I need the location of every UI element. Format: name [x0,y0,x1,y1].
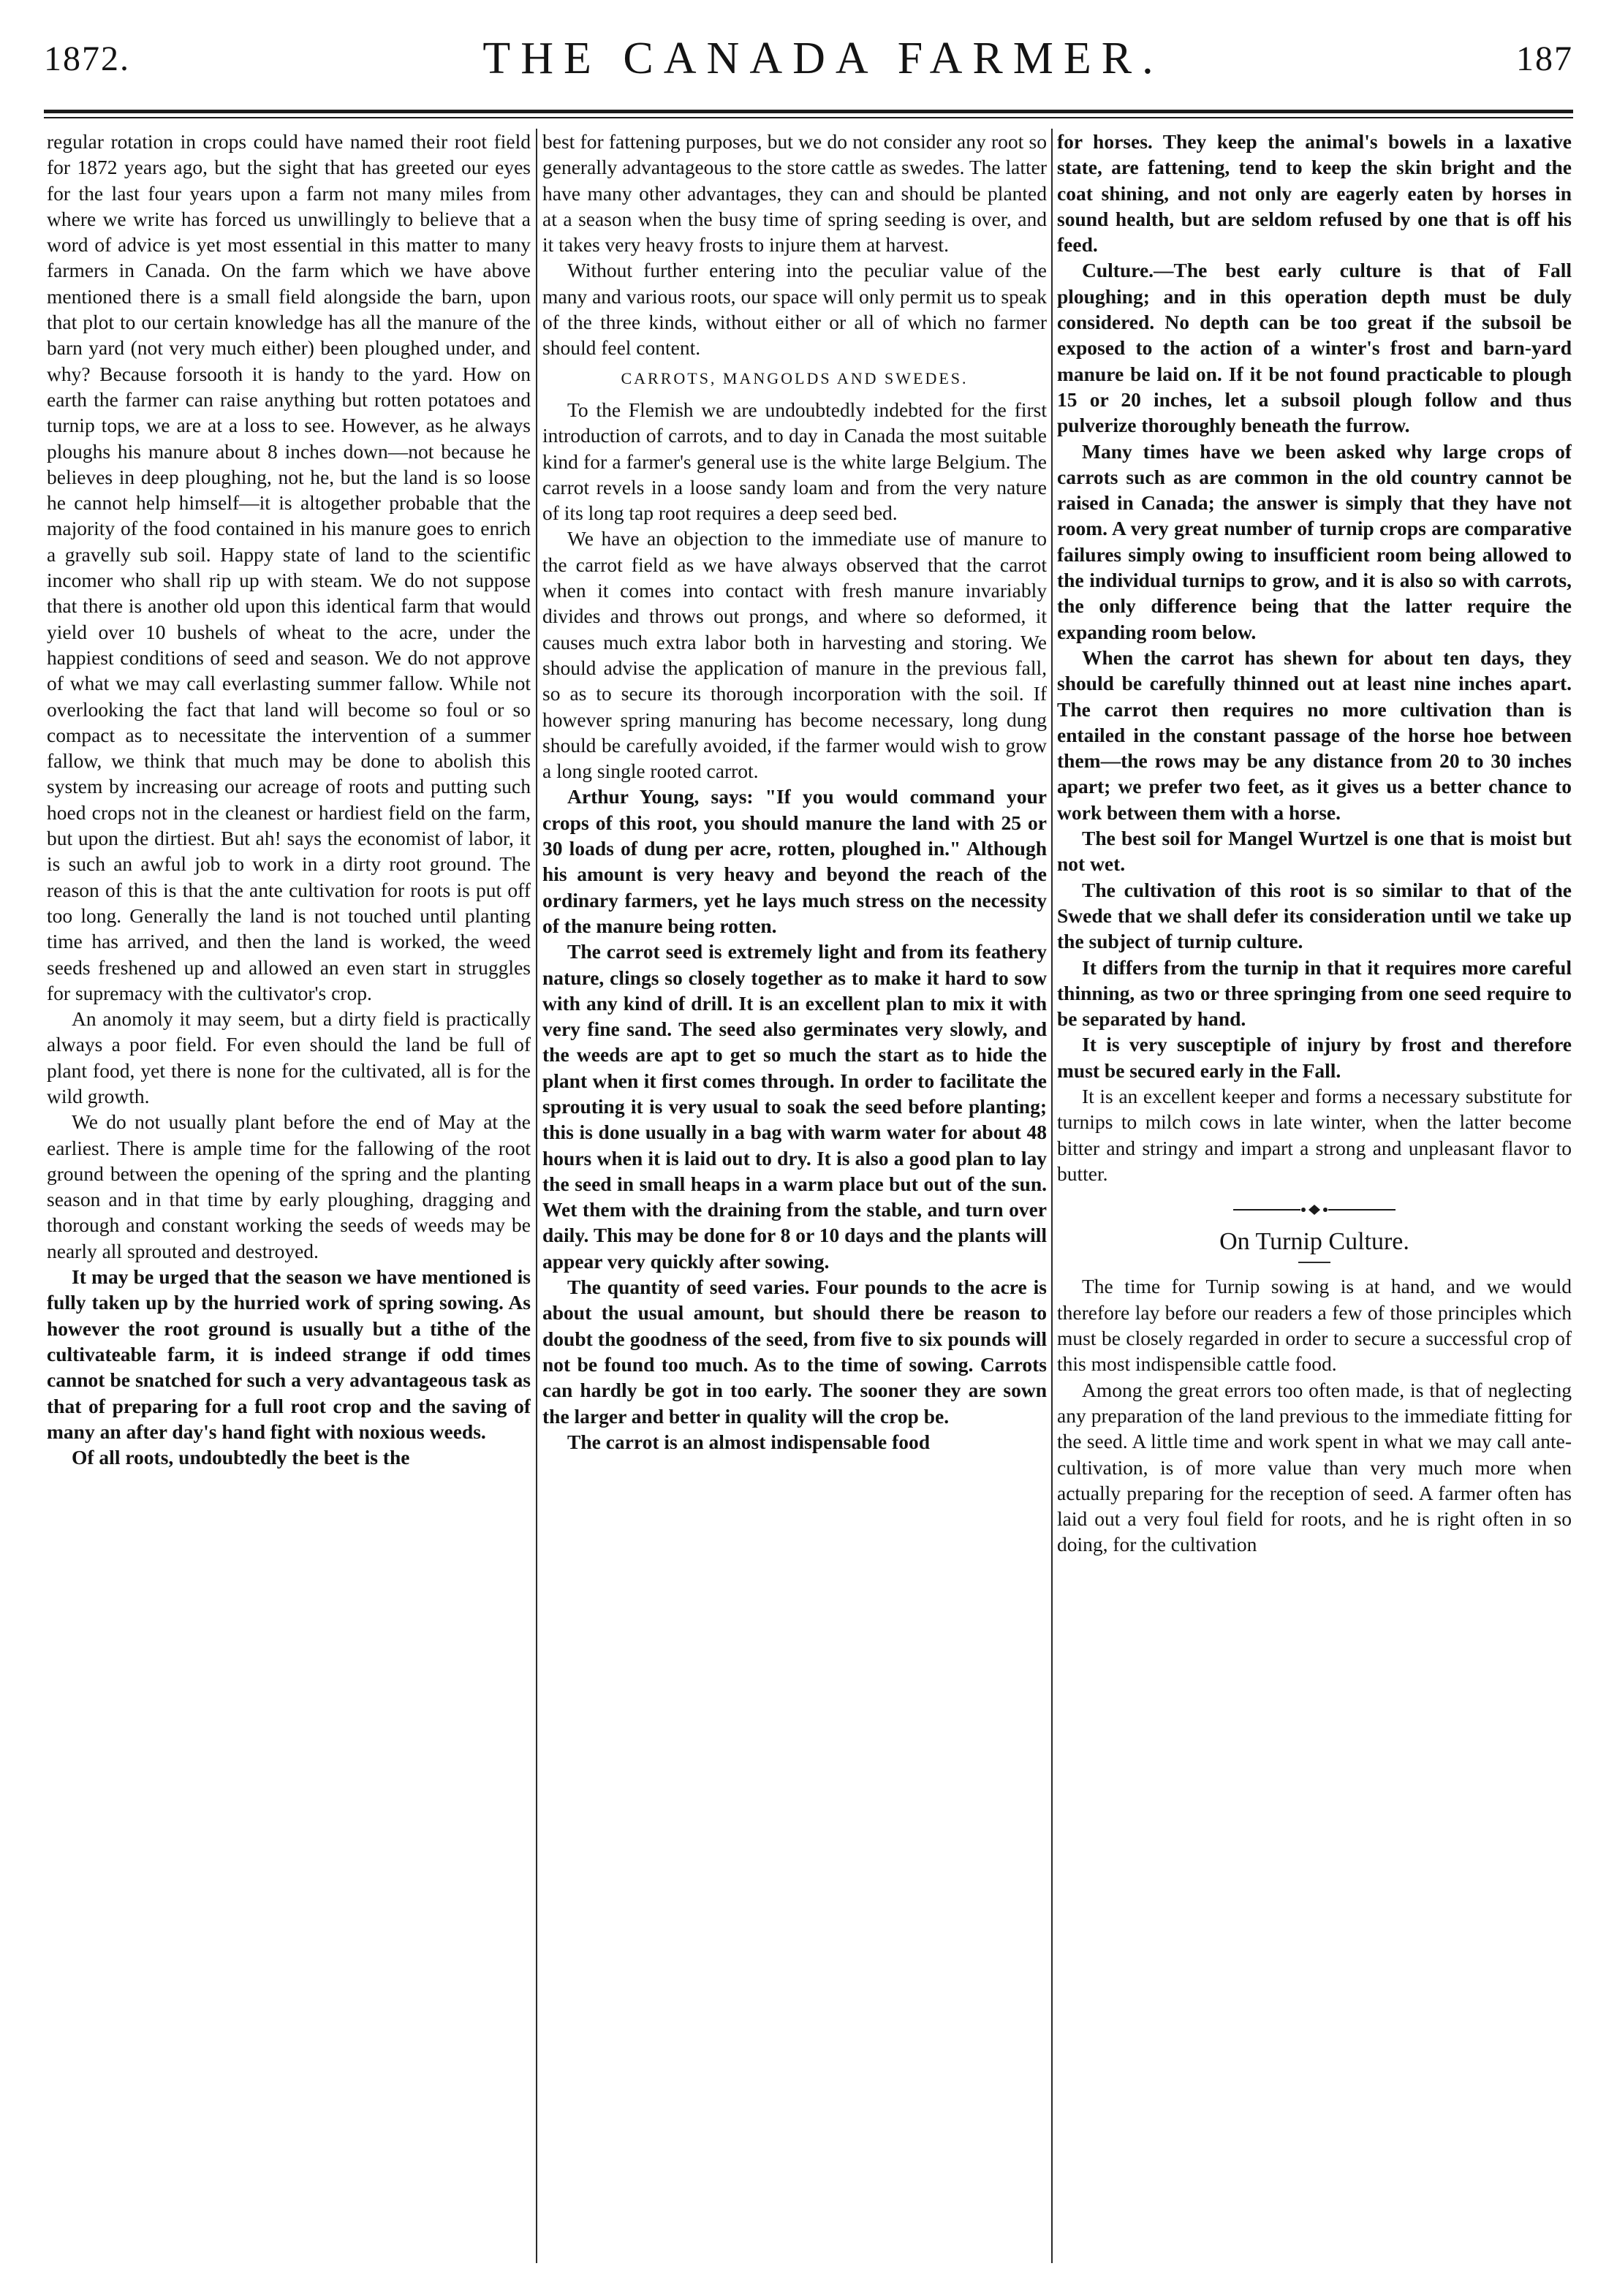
publication-title: THE CANADA FARMER. [482,33,1164,83]
paragraph: Culture.—The best early culture is that of Fall ploughing; and in this operation depth must be duly considered. No depth can be too great if the subsoil be exposed to the action of a winter's frost and barn-yard manure be laid on. If it be not found practicable to plough 15 or 20 inches, let a subsoil plough follow and thus pulverize thoroughly beneath the furrow. [1057,259,1572,437]
paragraph: We do not usually plant before the end of May at the earliest. There is ample time for the fallowing of the root ground between the opening of the spring and the planting season and in that time by early ploughing, dragging and thorough and constant working the seeds of weeds may be nearly all sprouted and destroyed. [47,1110,531,1262]
decorative-ornament-icon [1230,1201,1398,1219]
section-subheading: CARROTS, MANGOLDS AND SWEDES. [621,368,969,387]
paragraph: It differs from the turnip in that it requires more careful thinning, as two or three springing from one seed require to be separated by hand. [1057,955,1572,1031]
paragraph: An anomoly it may seem, but a dirty field is practically always a poor field. For even should the land be full of plant food, yet there is none for the cultivated, all is for the wild growth. [47,1007,531,1107]
paragraph: for horses. They keep the animal's bowels in a laxative state, are fattening, tend to keep the skin bright and the coat shining, and not only are eagerly eaten by horses in sound health, but are seldom refused by one that is off his feed. [1057,130,1572,257]
paragraph: When the carrot has shewn for about ten days, they should be carefully thinned out at least nine inches apart. The carrot then requires no more cultivation than is entailed in the constant passage of the horse hoe between them—the rows may be any distance from 20 to 30 inches apart; we prefer two feet, as it gives us a better chance to work between them with a horse. [1057,645,1572,824]
paragraph: It is very susceptiple of injury by frost and therefore must be secured early in the Fall. [1057,1033,1572,1082]
paragraph: The quantity of seed varies. Four pounds to the acre is about the usual amount, but should there be reason to doubt the goodness of the seed, from five to six pounds will not be found too much. As to the time of sowing. Carrots can hardly be got in too early. The sooner they are sown the larger and better in quality will the crop be. [542,1276,1047,1428]
masthead [44,22,1573,95]
paragraph: It is an excellent keeper and forms a necessary substitute for turnips to milch cows in late winter, when the latter become bitter and stringy and impart a strong and unpleasant flavor to butter. [1057,1084,1572,1185]
column-2 [542,129,1047,2263]
heading-divider [1298,1262,1330,1263]
paragraph: best for fattening purposes, but we do not consider any root so generally advantageous to the store cattle as swedes. The latter have many other advantages, they can and should be planted at a season when the busy time of spring seeding is over, and it takes very heavy frosts to injure them at harvest. [542,130,1047,257]
paragraph: It may be urged that the season we have mentioned is fully taken up by the hurried work of spring sowing. As however the root ground is usually but a tithe of the cultivateable farm, it is indeed strange if odd times cannot be snatched for such a very advantageous task as that of preparing for a full root crop and the saving of many an after day's hand fight with noxious weeds. [47,1265,531,1443]
paragraph: Of all roots, undoubtedly the beet is the [72,1446,410,1469]
column-divider [1051,129,1053,2263]
paragraph: The carrot seed is extremely light and from its feathery nature, clings so closely together as to make it hard to sow with any kind of drill. It is an excellent plan to mix it with very fine sand. The seed also germinates very slowly, and the weeds are apt to get so much the start as to hide the plant when it first comes through. In order to facilitate the sprouting it is very usual to soak the seed before planting; this is done usually in a bag with warm water for about 48 hours when it is laid out to dry. It is also a good plan to lay the seed in small heaps in a warm place but out of the sun. Wet them with the draining from the stable, and turn over daily. This may be done for 8 or 10 days and the plants will appear very quickly after sowing. [542,940,1047,1273]
paragraph: regular rotation in crops could have named their root field for 1872 years ago, but the sight that has greeted our eyes for the last four years upon a farm not many miles from where we write has forced us unwillingly to believe that a word of advice is yet most essential in this matter to many farmers in Canada. On the farm which we have above mentioned there is a small field alongside the barn, upon that plot to our certain knowledge has all the manure of the barn yard (not very much either) been ploughed under, and why? Because forsooth it is handy to the yard. How on earth the farmer can raise anything but rotten potatoes and turnip tops, we are at a loss to see. However, as he always ploughs his manure about 8 inches down—not because he believes in deep ploughing, not he, but the land is so loose he cannot help himself—it is altogether probable that the majority of the food contained in his manure goes to enrich a gravelly sub soil. Happy state of land to the scientific incomer who shall rip up with steam. We do not suppose that there is another old upon this identical farm that would yield over 10 bushels of wheat to the acre, under the happiest conditions of seed and season. We do not approve of what we may call everlasting summer fallow. While not overlooking the fact that land will become so foul or so compact as to necessitate the intervention of a summer fallow, we think that much may be done to abolish this system by increasing our acreage of roots and putting such hoed crops not in the cleanest or hardiest field on the farm, but upon the dirtiest. But ah! says the economist of labor, it is such an awful job to work in a dirty root ground. The reason of this is that the ante cultivation for roots is put off too long. Generally the land is not touched until planting time has arrived, and then the land is worked, the weed seeds freshened up and allowed an even start in struggles for supremacy with the cultivator's crop. [47,130,531,1004]
paragraph: To the Flemish we are undoubtedly indebted for the first introduction of carrots, and to day in Canada the most suitable kind for a farmer's general use is the white large Belgium. The carrot revels in a loose sandy loam and from the very nature of its long tap root requires a deep seed bed. [542,398,1047,525]
paragraph: Among the great errors too often made, is that of neglecting any preparation of the land previous to the immediate fitting for the seed. A little time and work spent in what we may call ante-cultivation, is of more value than very much more when actually preparing for the reception of seed. A farmer often has laid out a very foul field for roots, and he is right often in so doing, for the cultivation [1057,1378,1572,1556]
paragraph: Without further entering into the peculiar value of the many and various roots, our space will only permit us to speak of the three kinds, without either or all of which no farmer should feel content. [542,259,1047,360]
paragraph: Arthur Young, says: "If you would command your crops of this root, you should manure the land with 25 or 30 loads of dung per acre, rotten, ploughed in." Although his amount is very heavy and beyond the reach of the ordinary farmers, yet he lays much stress on the necessity of the manure being rotten. [542,785,1047,937]
issue-year: 1872. [44,39,130,78]
header-rule-thick [44,110,1573,113]
paragraph: Many times have we been asked why large crops of carrots such as are common in the old country cannot be raised in Canada; the answer is simply that they have not room. A very great number of turnip crops are comparative failures simply owing to insufficient room being allowed to the individual turnips to grow, and it is also so with carrots, the only difference being that the latter require the expanding room below. [1057,439,1572,643]
paragraph: The cultivation of this root is so similar to that of the Swede that we shall defer its consideration until we take up the subject of turnip culture. [1057,878,1572,953]
column-1 [47,129,531,2263]
column-3 [1057,129,1572,2263]
paragraph: We have an objection to the immediate use of manure to the carrot field as we have always observed that the carrot when it comes into contact with fresh manure invariably divides and throws out prongs, and where so deformed, it causes much extra labor both in harvesting and storing. We should advise the application of manure in the previous fall, so as to secure its thorough incorporation with the soil. If however spring manuring has become necessary, long dung should be carefully avoided, if the farmer would wish to grow a long single rooted carrot. [542,527,1047,783]
paragraph: The best soil for Mangel Wurtzel is one that is moist but not wet. [1057,827,1572,876]
article-heading: On Turnip Culture. [1219,1228,1409,1256]
page-number: 187 [1516,39,1573,78]
column-divider [536,129,537,2263]
header-rule-thin [44,117,1573,118]
paragraph: The time for Turnip sowing is at hand, and we would therefore lay before our readers a few of those principles which must be closely regarded in order to secure a successful crop of this most indispensible cattle food. [1057,1275,1572,1376]
paragraph: The carrot is an almost indispensable food [567,1430,931,1453]
